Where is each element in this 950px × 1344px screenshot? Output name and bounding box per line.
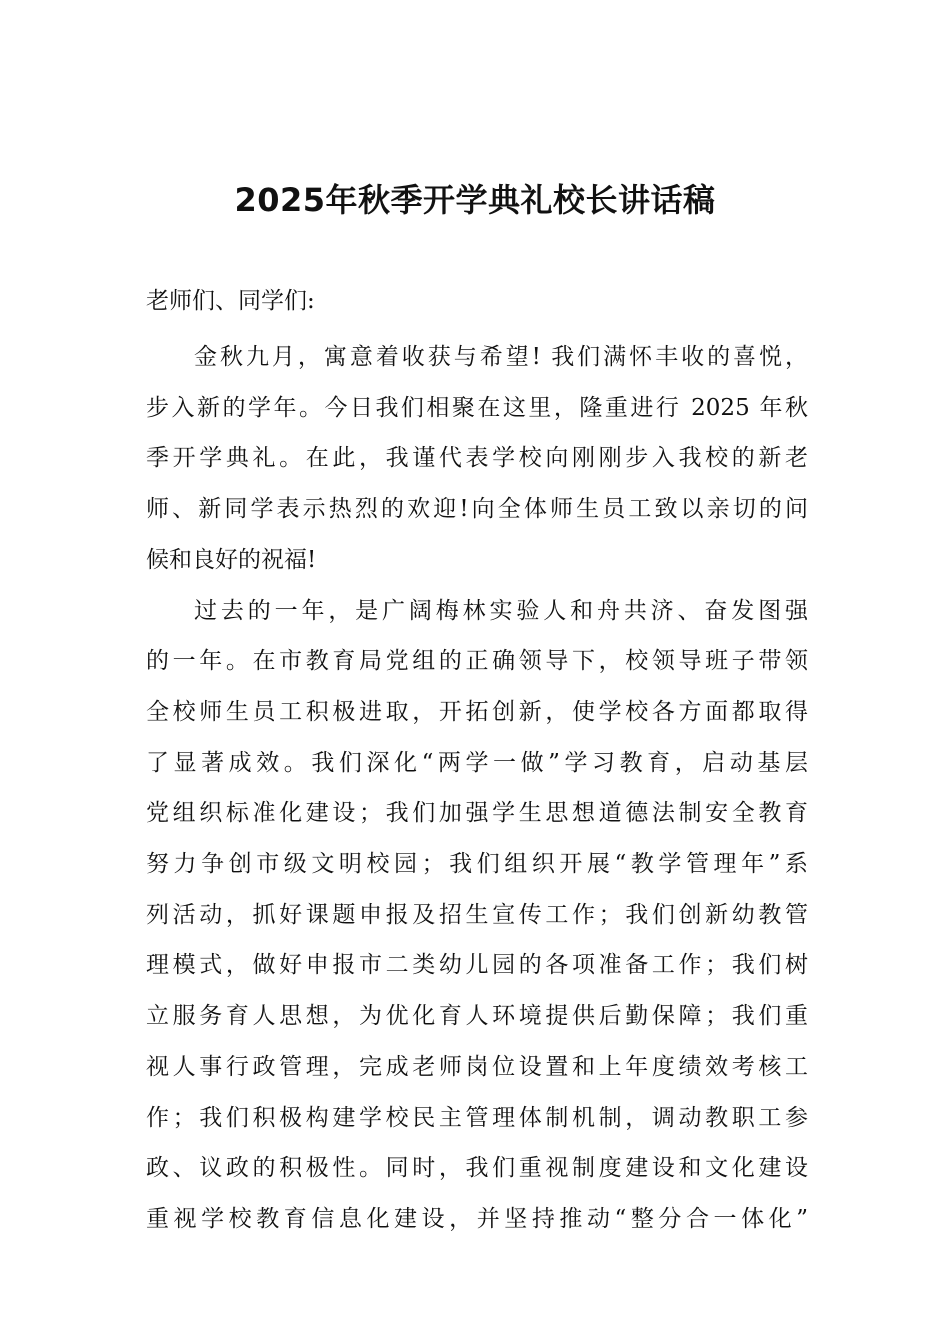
text-line: 重视学校教育信息化建设，并坚持推动“整分合一体化” (146, 1205, 808, 1232)
text-line: 步入新的学年。今日我们相聚在这里，隆重进行 2025 年秋 (146, 394, 808, 421)
text-line: 候和良好的祝福! (146, 546, 317, 573)
text-line: 列活动，抓好课题申报及招生宣传工作；我们创新幼教管 (146, 901, 808, 928)
text-line: 作；我们积极构建学校民主管理体制机制，调动教职工参 (146, 1104, 808, 1131)
paragraph-2 (146, 586, 808, 1245)
text-line: 师、新同学表示热烈的欢迎!向全体师生员工致以亲切的问 (146, 496, 808, 523)
text-line: 视人事行政管理，完成老师岗位设置和上年度绩效考核工 (146, 1053, 808, 1080)
text-line: 努力争创市级文明校园；我们组织开展“教学管理年”系 (146, 851, 808, 878)
document-title: 2025年秋季开学典礼校长讲话稿 (234, 181, 716, 219)
document-body (146, 282, 808, 1245)
text-line: 立服务育人思想，为优化育人环境提供后勤保障；我们重 (146, 1003, 808, 1030)
text-line: 全校师生员工积极进取，开拓创新，使学校各方面都取得 (146, 698, 808, 725)
text-line: 的一年。在市教育局党组的正确领导下，校领导班子带领 (146, 648, 808, 675)
paragraph-1 (146, 332, 808, 586)
text-line: 金秋九月，寓意着收获与希望! 我们满怀丰收的喜悦， (194, 344, 808, 370)
text-line: 理模式，做好申报市二类幼儿园的各项准备工作；我们树 (146, 952, 808, 979)
text-line: 了显著成效。我们深化“两学一做”学习教育，启动基层 (146, 749, 808, 776)
text-line: 过去的一年，是广阔梅林实验人和舟共济、奋发图强 (194, 597, 808, 624)
text-line: 政、议政的积极性。同时，我们重视制度建设和文化建设 (146, 1155, 808, 1182)
salutation: 老师们、同学们: (146, 288, 315, 314)
text-line: 季开学典礼。在此，我谨代表学校向刚刚步入我校的新老 (146, 445, 808, 472)
text-line: 党组织标准化建设；我们加强学生思想道德法制安全教育 (146, 800, 808, 827)
